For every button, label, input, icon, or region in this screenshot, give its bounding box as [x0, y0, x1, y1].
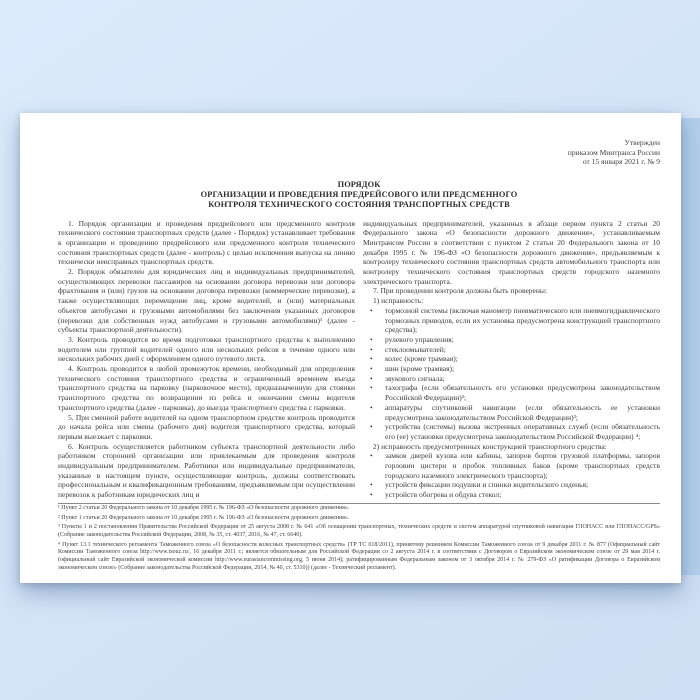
- list-item-text: шин (кроме трамвая);: [385, 364, 455, 374]
- paragraph: 3. Контроль проводится во время подготовки транспортного средства к выполнению водителем или группой водителей одного или нескольких рейсов в течение одного или нескольких рабочих дней с оформлением одного путевого листа.: [58, 334, 355, 364]
- list-item: [363, 422, 660, 441]
- paragraph: 2. Порядок обязателен для юридических лиц и индивидуальных предпринимателей, осуществляющих перевозки пассажиров на основании договора перевозки или договора фрахтования и (или) грузов на основании договора перевозки (коммерческие перевозки), а также осуществляющих перемещение лиц, кроме водителей, и (или) материальных объектов автобусами и грузовыми автомобилями без заключения указанных договоров (перевозки для собственных нужд автобусами и грузовыми автомобилями)¹ (далее - субъекты транспортной деятельности).: [58, 267, 355, 335]
- document-page: [20, 113, 681, 583]
- footnote: ¹ Пункт 2 статьи 20 Федерального закона от 10 декабря 1995 г. № 196-ФЗ «О безопасности дорожного движения».: [58, 504, 350, 511]
- bullet-marker: •: [370, 334, 373, 344]
- checklist-1: [363, 306, 660, 442]
- page-title-line: КОНТРОЛЯ ТЕХНИЧЕСКОГО СОСТОЯНИЯ ТРАНСПОРТНЫХ СРЕДСТВ: [208, 199, 510, 209]
- bullet-marker: •: [370, 490, 373, 500]
- paragraph: 5. При сменной работе водителей на одном транспортном средстве контроль проводится до начала рейса или смены (рабочего дня) водителя транспортного средства, который первым выезжает с парковки.: [58, 412, 355, 441]
- text-columns: [58, 219, 660, 500]
- list-item-text: замков дверей кузова или кабины, запоров бортов грузовой платформы, запоров горловин цистерн и пробок топливных баков (кроме транспортных средств городского наземного электрического транспорта);: [385, 451, 660, 480]
- list-item-text: рулевого управления;: [385, 334, 454, 344]
- list-item: [363, 490, 660, 500]
- list-intro: 2) исправность предусмотренных конструкцией транспортного средства:: [373, 441, 607, 451]
- paragraph: 7. При проведении контроля должны быть проверены:: [373, 286, 548, 296]
- bullet-marker: •: [370, 451, 373, 461]
- list-item-text: аппаратуры спутниковой навигации (если обязательность ее установки предусмотрена законодательством Российской Федерации)³;: [385, 402, 660, 422]
- paragraph-continuation: индивидуальных предпринимателей, указанных в абзаце первом пункта 2 статьи 20 Федерального закона «О безопасности дорожного движения», устанавливаемым Минтрансом России в соответствии с пунктом 2 статьи 20 Федерального закона от 10 декабря 1995 г. № 196-ФЗ «О безопасности дорожного движения», предъявляемым к контролеру технического состояния транспортных средств автомобильного транспорта или контролеру технического состояния транспортных средств городского наземного электрического транспорта.: [363, 218, 660, 286]
- page-title: [58, 180, 660, 210]
- bullet-marker: •: [370, 344, 373, 354]
- footnote: ² Пункт 1 статьи 20 Федерального закона от 10 декабря 1995 г. № 196-ФЗ «О безопасности дорожного движения».: [58, 514, 350, 521]
- list-item-text: устройств фиксации подушки и спинки водительского сиденья;: [385, 480, 589, 490]
- paragraph: 4. Контроль проводится в любой промежуток времени, необходимый для определения технического состояния транспортного средства и ограниченный временем въезда транспортного средства на парковку (парковочное место), предназначенную для стоянки транспортного средства по возвращении из рейса и окончании смены водителя транспортного средства (далее - парковка), до выезда транспортного средства с парковки.: [58, 364, 355, 412]
- list-item: [363, 306, 660, 335]
- approval-line: приказом Минтранса России: [567, 147, 660, 157]
- page-title-line: ПОРЯДОК: [337, 179, 381, 189]
- right-column: [363, 219, 660, 500]
- list-item-text: звукового сигнала;: [385, 373, 445, 383]
- list-item: [363, 451, 660, 480]
- bullet-marker: •: [370, 402, 373, 412]
- list-item: [363, 403, 660, 422]
- bullet-marker: •: [370, 373, 373, 383]
- list-item-text: колес (кроме трамвая);: [385, 354, 458, 364]
- page-title-line: ОРГАНИЗАЦИИ И ПРОВЕДЕНИЯ ПРЕДРЕЙСОВОГО ИЛИ ПРЕДСМЕННОГО: [200, 189, 518, 199]
- list-item: [363, 335, 660, 345]
- bullet-marker: •: [370, 480, 373, 490]
- approval-block: [58, 138, 660, 167]
- list-item-text: тормозной системы (включая манометр пневматического или пневмогидравлического тормозных приводов, если их установка предусмотрена конструкцией транспортного средства);: [385, 305, 660, 335]
- list-item: [363, 383, 660, 402]
- list-item: [363, 374, 660, 384]
- paragraph: 6. Контроль осуществляется работником субъекта транспортной деятельности либо работником сторонней организации или привлекаемым для проведения контроля индивидуальным предпринимателем. Работники или индивидуальные предприниматели, указанные в настоящем пункте, осуществляющие контроль, должны соответствовать профессиональным и квалификационным требованиям, предъявляемым при осуществлении перевозок к работникам юридических лиц и: [58, 441, 355, 500]
- checklist-2: [363, 451, 660, 500]
- list-item-text: стеклоомывателей;: [385, 344, 446, 354]
- paragraph: 1. Порядок организации и проведения предрейсового или предсменного контроля технического состояния транспортных средств (далее - Порядок) устанавливает требования к организации и проведению предрейсового или предсменного контроля технического состояния транспортных средств (далее - контроль) с целью исключения выпуска на линию технически неисправных транспортных средств.: [58, 218, 355, 267]
- bullet-marker: •: [370, 305, 373, 315]
- list-item-text: тахографа (если обязательность его установки предусмотрена законодательством Российской Федерации)²;: [385, 383, 660, 403]
- bullet-marker: •: [370, 354, 373, 364]
- bullet-marker: •: [370, 422, 373, 432]
- footnote: ³ Пункты 1 и 2 постановления Правительства Российской Федерации от 25 августа 2008 г. № 641 «Об оснащении транспортных, технических средств и систем аппаратурой спутниковой навигации ГЛОНАСС или ГЛОНАСС/GPS» (Собрание законодательства Российской Федерации, 2008, № 35, ст. 4037, 2016, № 47, ст. 6640).: [58, 524, 660, 538]
- left-column: [58, 219, 355, 500]
- approval-line: Утвержден: [624, 138, 660, 147]
- list-item-text: устройства (системы) вызова экстренных оперативных служб (если обязательность его (ее) установки предусмотрена законодательством Российской Федерации) ⁴;: [385, 422, 660, 441]
- list-item-text: устройств обогрева и обдува стекол;: [385, 490, 502, 500]
- bullet-marker: •: [370, 364, 373, 374]
- approval-line: от 15 января 2021 г. № 9: [582, 157, 660, 166]
- footnote-separator: [58, 503, 660, 504]
- footnote: ⁴ Пункт 13.1 технического регламента Таможенного союза «О безопасности колесных транспортных средств» (ТР ТС 018/2011), принятому решением Комиссии Таможенного союза от 9 декабря 2011 г. № 877 (Официальный сайт Комиссии Таможенного союза http://www.tsouz.ru/, 16 декабря 2011 г.; является обязательным для Российской Федерации со 2 августа 2014 г. в соответствии с Договором о Евразийском экономическом союзе от 29 мая 2014 г. (официальный сайт Евразийской экономической комиссии http://www.eurasiancommissing.org, 5 июня 2014); ратифицированным Федеральным законом от 3 октября 2014 г. № 279-ФЗ «О ратификации Договора о Евразийском экономическом союзе» (Собрание законодательства Российской Федерации, 2014, № 40, ст. 5310)) (далее - Технический регламент).: [58, 541, 660, 571]
- list-item: [363, 345, 660, 355]
- list-intro: 1) исправность:: [373, 296, 424, 306]
- list-item: [363, 480, 660, 490]
- bullet-marker: •: [370, 383, 373, 393]
- list-item: [363, 354, 660, 364]
- footnotes-block: [58, 503, 660, 573]
- list-item: [363, 364, 660, 374]
